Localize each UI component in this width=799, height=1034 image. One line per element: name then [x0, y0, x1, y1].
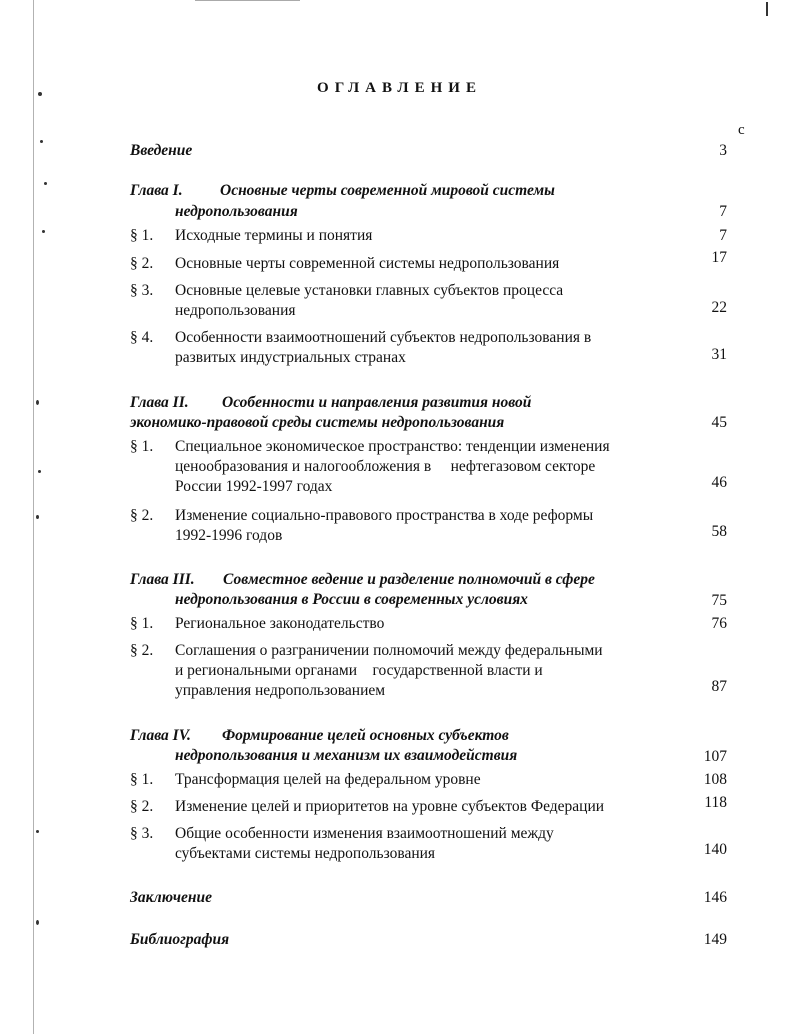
- section-title-line: Исходные термины и понятия: [175, 227, 373, 244]
- section-title-line: 1992-1996 годов: [175, 527, 283, 544]
- section-title-line: Изменение целей и приоритетов на уровне субъектов Федерации: [175, 798, 605, 815]
- section-label: § 1.: [130, 227, 154, 244]
- bibliography-page: 149: [703, 931, 727, 948]
- bibliography-label: Библиография: [130, 931, 230, 948]
- section-page: 46: [711, 474, 727, 491]
- chapter-page: 75: [711, 592, 727, 609]
- chapter-title-line: недропользования и механизм их взаимодействия: [175, 747, 518, 764]
- section-page: 140: [703, 841, 727, 858]
- scan-speck: [42, 230, 45, 233]
- section-page: 17: [711, 249, 727, 266]
- section-label: § 4.: [130, 329, 154, 346]
- section-title-line: развитых индустриальных странах: [175, 349, 406, 366]
- scan-speck: [766, 2, 768, 16]
- section-title-line: ценообразования и налогообложения в нефтегазовом секторе: [175, 458, 596, 475]
- section-title-line: Особенности взаимоотношений субъектов недропользования в: [175, 329, 592, 346]
- chapter-title-line: недропользования: [175, 203, 298, 220]
- section-title-line: управления недропользованием: [175, 682, 386, 699]
- chapter-title-line: Формирование целей основных субъектов: [222, 727, 509, 744]
- scan-speck: [36, 830, 39, 833]
- section-label: § 2.: [130, 507, 154, 524]
- chapter-title-line: Основные черты современной мировой системы: [220, 182, 555, 199]
- section-label: § 3.: [130, 825, 154, 842]
- section-title-line: недропользования: [175, 302, 296, 319]
- section-page: 118: [704, 794, 727, 811]
- section-page: 7: [719, 227, 727, 244]
- intro-page: 3: [719, 142, 727, 159]
- section-title-line: Основные черты современной системы недропользования: [175, 255, 560, 272]
- chapter-label: Глава III.: [130, 571, 195, 588]
- chapter-title-line: Совместное ведение и разделение полномочий в сфере: [223, 571, 595, 588]
- section-label: § 1.: [130, 438, 154, 455]
- chapter-title-line: экономико-правовой среды системы недропользования: [130, 414, 505, 431]
- section-title-line: Региональное законодательство: [175, 615, 385, 632]
- section-label: § 1.: [130, 771, 154, 788]
- chapter-label: Глава II.: [130, 394, 189, 411]
- section-title-line: Трансформация целей на федеральном уровне: [175, 771, 481, 788]
- chapter-title-line: недропользования в России в современных условиях: [175, 591, 528, 608]
- section-title-line: и региональными органами государственной власти и: [175, 662, 543, 679]
- section-label: § 1.: [130, 615, 154, 632]
- section-label: § 3.: [130, 282, 154, 299]
- chapter-label: Глава I.: [130, 182, 183, 199]
- section-title-line: Специальное экономическое пространство: тенденции изменения: [175, 438, 610, 455]
- conclusion-label: Заключение: [130, 889, 212, 906]
- chapter-label: Глава IV.: [130, 727, 191, 744]
- chapter-page: 107: [703, 748, 727, 765]
- section-title-line: субъектами системы недропользования: [175, 845, 436, 862]
- section-title-line: Общие особенности изменения взаимоотношений между: [175, 825, 554, 842]
- conclusion-page: 146: [703, 889, 727, 906]
- scan-speck: [44, 182, 47, 185]
- intro-label: Введение: [130, 142, 193, 159]
- scan-speck: [36, 400, 39, 405]
- section-label: § 2.: [130, 642, 154, 659]
- section-title-line: Основные целевые установки главных субъектов процесса: [175, 282, 564, 299]
- scan-top-line: [195, 0, 300, 1]
- section-label: § 2.: [130, 255, 154, 272]
- section-label: § 2.: [130, 798, 154, 815]
- chapter-page: 7: [719, 203, 727, 220]
- scan-speck: [36, 515, 39, 519]
- scan-edge-line: [33, 0, 34, 1034]
- section-page: 87: [711, 678, 727, 695]
- section-page: 108: [703, 771, 727, 788]
- page-column-label: с: [738, 122, 745, 138]
- scan-speck: [38, 470, 41, 473]
- section-title-line: России 1992-1997 годах: [175, 478, 333, 495]
- chapter-title-line: Особенности и направления развития новой: [222, 394, 532, 411]
- section-page: 58: [711, 523, 727, 540]
- scan-speck: [36, 920, 39, 925]
- toc-title: ОГЛАВЛЕНИЕ: [317, 80, 482, 96]
- chapter-page: 45: [711, 414, 727, 431]
- section-title-line: Соглашения о разграничении полномочий между федеральными: [175, 642, 603, 659]
- scan-speck: [40, 140, 43, 143]
- section-page: 31: [711, 346, 727, 363]
- section-page: 22: [711, 299, 727, 316]
- section-page: 76: [711, 615, 727, 632]
- section-title-line: Изменение социально-правового пространства в ходе реформы: [175, 507, 594, 524]
